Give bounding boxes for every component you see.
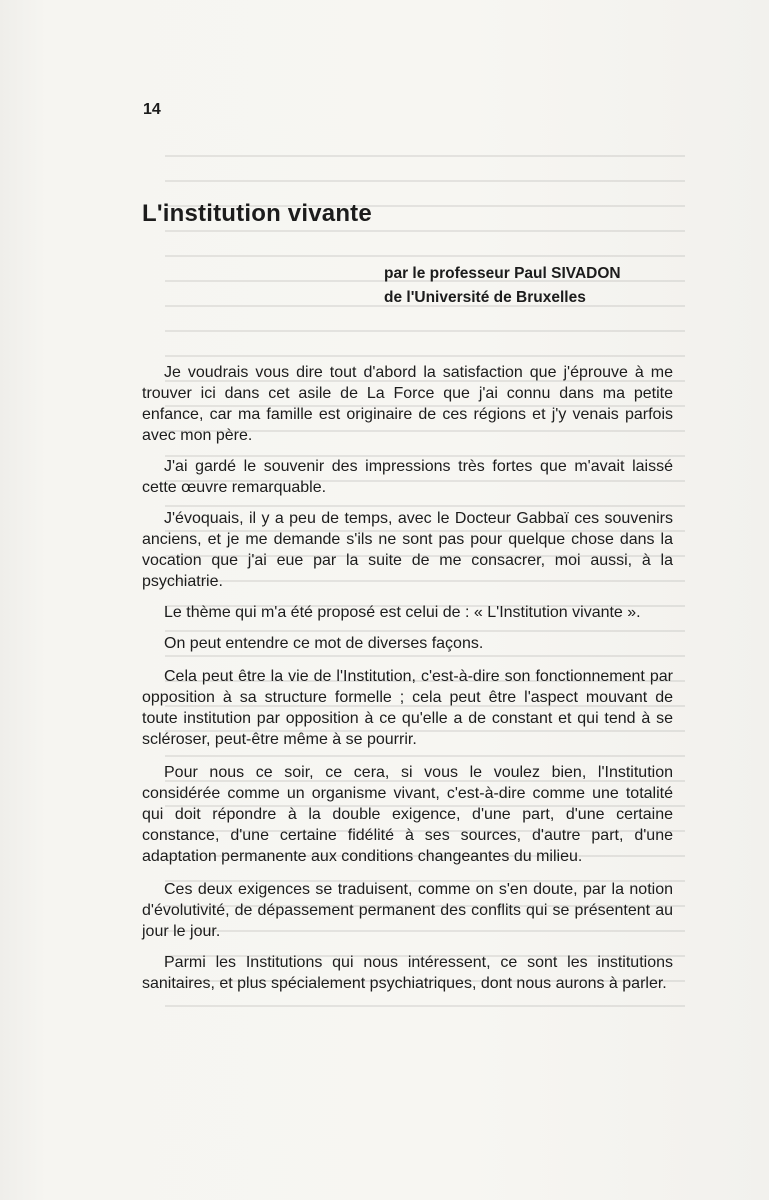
body-text <box>142 362 673 1004</box>
paragraph: On peut entendre ce mot de diverses façons. <box>164 635 484 652</box>
byline-affiliation: de l'Université de Bruxelles <box>384 289 586 306</box>
paragraph: Cela peut être la vie de l'Institution, c'est-à-dire son fonctionnement par opposition à sa structure formelle ; cela peut être l'aspect mouvant de toute institution par opposition à ce qu'elle a de constant et qui tend à se scléroser, peut-être même à se pourrir. <box>142 668 673 748</box>
paragraph: J'évoquais, il y a peu de temps, avec le Docteur Gabbaï ces souvenirs anciens, et je me demande s'ils ne sont pas pour quelque chose dans la vocation que j'ai eue par la suite de me consacrer, moi aussi, à la psychiatrie. <box>142 510 673 590</box>
paragraph: Je voudrais vous dire tout d'abord la satisfaction que j'éprouve à me trouver ici dans cet asile de La Force que j'ai connu dans ma petite enfance, car ma famille est originaire de ces régions et j'y venais parfois avec mon père. <box>142 364 673 444</box>
paragraph: Ces deux exigences se traduisent, comme on s'en doute, par la notion d'évolutivité, de dépassement permanent des conflits qui se présentent au jour le jour. <box>142 881 673 940</box>
author-byline <box>384 262 684 310</box>
paragraph: Pour nous ce soir, ce cera, si vous le voulez bien, l'Institution considérée comme un organisme vivant, c'est-à-dire comme une totalité qui doit répondre à la double exigence, d'une part, d'une certaine constance, d'une certaine fidélité à ses sources, d'autre part, d'une adaptation permanente aux conditions changeantes du milieu. <box>142 764 673 865</box>
page-number: 14 <box>143 101 161 118</box>
paragraph: Le thème qui m'a été proposé est celui de : « L'Institution vivante ». <box>164 604 641 621</box>
byline-author: par le professeur Paul SIVADON <box>384 265 621 282</box>
chapter-title: L'institution vivante <box>142 200 372 227</box>
paragraph: Parmi les Institutions qui nous intéressent, ce sont les institutions sanitaires, et plus spécialement psychiatriques, dont nous aurons à parler. <box>142 954 673 992</box>
paragraph: J'ai gardé le souvenir des impressions très fortes que m'avait laissé cette œuvre remarquable. <box>142 458 673 496</box>
